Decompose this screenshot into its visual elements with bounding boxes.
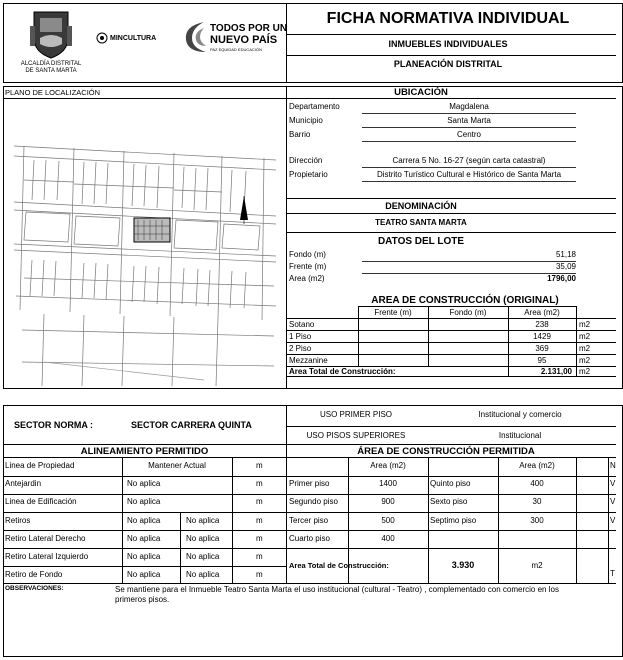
permitida-floor: Tercer piso xyxy=(289,516,329,525)
todos-line-3: PAZ EQUIDAD EDUCACIÓN xyxy=(210,47,262,52)
alineamiento-value: No aplica xyxy=(127,497,161,506)
permitida-total-unit: m2 xyxy=(531,561,543,570)
uso-superiores-value: Institucional xyxy=(498,431,542,440)
ubicacion-label: Departamento xyxy=(289,102,340,111)
alineamiento-label: Linea de Edificación xyxy=(5,497,77,506)
alineamiento-unit: m xyxy=(256,552,263,561)
construccion-original-header: Fondo (m) xyxy=(449,308,487,317)
todos-line-1: TODOS POR UN xyxy=(210,23,288,34)
construccion-original-header: Frente (m) xyxy=(374,308,412,317)
permitida-area: 300 xyxy=(530,516,544,525)
construccion-original-total-value: 2.131,00 xyxy=(540,367,572,376)
observaciones-text-1: Se mantiene para el Inmueble Teatro Santa Marta el uso institucional (cultural - Teatro) , complementado con comercio en los xyxy=(115,585,559,594)
construccion-original-unit: m2 xyxy=(579,320,591,329)
construccion-original-area: 95 xyxy=(537,356,547,365)
plano-label: PLANO DE LOCALIZACIÓN xyxy=(5,88,101,97)
construccion-permitida-title: ÁREA DE CONSTRUCCIÓN PERMITIDA xyxy=(357,446,535,457)
location-map xyxy=(4,100,285,388)
ubicacion-value: Distrito Turístico Cultural e Histórico de Santa Marta xyxy=(376,170,562,179)
ubicacion-value: Magdalena xyxy=(449,102,489,111)
permitida-floor: Cuarto piso xyxy=(289,534,330,543)
permitida-area: 500 xyxy=(381,516,395,525)
ubicacion-label: Dirección xyxy=(289,156,323,165)
alineamiento-label: Retiro Lateral Izquierdo xyxy=(5,552,89,561)
alcaldia-text-2: DE SANTA MARTA xyxy=(25,68,77,74)
subtitle-inmuebles: INMUEBLES INDIVIDUALES xyxy=(388,39,508,49)
alineamiento-unit: m xyxy=(256,534,263,543)
construccion-original-total-unit: m2 xyxy=(579,367,591,376)
alineamiento-value: No aplica xyxy=(127,534,161,543)
alineamiento-value-2: No aplica xyxy=(186,552,220,561)
construccion-original-area: 1429 xyxy=(533,332,551,341)
alineamiento-value: No aplica xyxy=(127,570,161,579)
construccion-original-unit: m2 xyxy=(579,344,591,353)
construccion-original-floor: Sotano xyxy=(289,320,315,329)
lote-label: Fondo (m) xyxy=(289,250,326,259)
observaciones-text-2: primeros pisos. xyxy=(115,595,170,604)
construccion-original-title: AREA DE CONSTRUCCIÓN (ORIGINAL) xyxy=(371,295,559,306)
permitida-extra: V xyxy=(610,516,616,525)
ubicacion-label: Barrio xyxy=(289,130,311,139)
subtitle-planeacion: PLANEACIÓN DISTRITAL xyxy=(393,59,503,69)
page-title: FICHA NORMATIVA INDIVIDUAL xyxy=(326,10,570,27)
construccion-original-floor: 2 Piso xyxy=(289,344,312,353)
permitida-area: 400 xyxy=(530,479,544,488)
construccion-original-floor: Mezzanine xyxy=(289,356,328,365)
permitida-floor: Sexto piso xyxy=(430,497,468,506)
alineamiento-label: Antejardin xyxy=(5,479,42,488)
alineamiento-value-2: No aplica xyxy=(186,534,220,543)
permitida-extra: V xyxy=(610,497,616,506)
permitida-floor: Segundo piso xyxy=(289,497,338,506)
construccion-permitida-header-extra: N xyxy=(610,461,616,470)
mincultura-seal-icon xyxy=(96,32,108,44)
todos-swoosh-icon xyxy=(182,20,208,54)
construccion-original-floor: 1 Piso xyxy=(289,332,312,341)
sector-value: SECTOR CARRERA QUINTA xyxy=(131,420,252,430)
permitida-total-label: Area Total de Construcción: xyxy=(289,561,389,570)
construccion-original-header: Area (m2) xyxy=(524,308,560,317)
alineamiento-value: Mantener Actual xyxy=(148,461,206,470)
ubicacion-label: Municipio xyxy=(289,116,323,125)
permitida-area: 30 xyxy=(532,497,542,506)
lote-value: 35,09 xyxy=(555,262,576,271)
alineamiento-value-2: No aplica xyxy=(186,516,220,525)
alineamiento-title: ALINEAMIENTO PERMITIDO xyxy=(80,446,209,457)
construccion-original-unit: m2 xyxy=(579,356,591,365)
alineamiento-unit: m xyxy=(256,479,263,488)
construccion-permitida-header: Area (m2) xyxy=(519,461,555,470)
permitida-floor: Primer piso xyxy=(289,479,330,488)
todos-line-2: NUEVO PAÍS xyxy=(210,34,278,46)
ubicacion-label: Propietario xyxy=(289,170,328,179)
permitida-extra: V xyxy=(610,479,616,488)
lower-box xyxy=(3,405,623,657)
lote-title: DATOS DEL LOTE xyxy=(377,236,465,247)
lote-value: 1796,00 xyxy=(547,274,576,283)
construccion-permitida-header: Area (m2) xyxy=(370,461,406,470)
alineamiento-unit: m xyxy=(256,497,263,506)
sector-label: SECTOR NORMA : xyxy=(14,420,94,430)
uso-superiores-label: USO PISOS SUPERIORES xyxy=(306,431,406,440)
permitida-extra-last: T xyxy=(610,569,615,578)
permitida-area: 1400 xyxy=(379,479,397,488)
permitida-floor: Quinto piso xyxy=(430,479,471,488)
ubicacion-value: Centro xyxy=(456,130,481,139)
construccion-original-unit: m2 xyxy=(579,332,591,341)
north-arrow-icon xyxy=(240,196,248,224)
construccion-original-total-label: Area Total de Construcción: xyxy=(289,367,396,376)
lote-value: 51,18 xyxy=(555,250,576,259)
alineamiento-unit: m xyxy=(256,516,263,525)
observaciones-label: OBSERVACIONES: xyxy=(5,585,64,592)
alineamiento-value: No aplica xyxy=(127,479,161,488)
mincultura-text: MINCULTURA xyxy=(110,35,157,42)
alineamiento-unit: m xyxy=(256,570,263,579)
alineamiento-label: Linea de Propiedad xyxy=(5,461,75,470)
alcaldia-text-1: ALCALDÍA DISTRITAL xyxy=(20,61,82,67)
uso-primer-value: Institucional y comercio xyxy=(478,410,562,419)
uso-primer-label: USO PRIMER PISO xyxy=(319,410,392,419)
alineamiento-label: Retiros xyxy=(5,516,31,525)
construccion-original-area: 369 xyxy=(535,344,549,353)
lote-label: Frente (m) xyxy=(289,262,327,271)
alineamiento-value: No aplica xyxy=(127,552,161,561)
construccion-original-area: 238 xyxy=(535,320,549,329)
permitida-area: 900 xyxy=(381,497,395,506)
ubicacion-title: UBICACIÓN xyxy=(394,87,448,98)
permitida-area: 400 xyxy=(381,534,395,543)
permitida-total-value: 3.930 xyxy=(451,560,475,570)
denominacion-title: DENOMINACIÓN xyxy=(385,201,457,211)
alineamiento-value: No aplica xyxy=(127,516,161,525)
permitida-floor: Septimo piso xyxy=(430,516,477,525)
ubicacion-value: Santa Marta xyxy=(447,116,491,125)
lote-label: Area (m2) xyxy=(289,274,325,283)
denominacion-value: TEATRO SANTA MARTA xyxy=(375,218,467,227)
alineamiento-value-2: No aplica xyxy=(186,570,220,579)
alcaldia-shield-icon xyxy=(28,8,74,60)
alineamiento-unit: m xyxy=(256,461,263,470)
alineamiento-label: Retiro Lateral Derecho xyxy=(5,534,86,543)
ubicacion-value: Carrera 5 No. 16-27 (según carta catastral) xyxy=(392,156,546,165)
alineamiento-label: Retiro de Fondo xyxy=(5,570,63,579)
